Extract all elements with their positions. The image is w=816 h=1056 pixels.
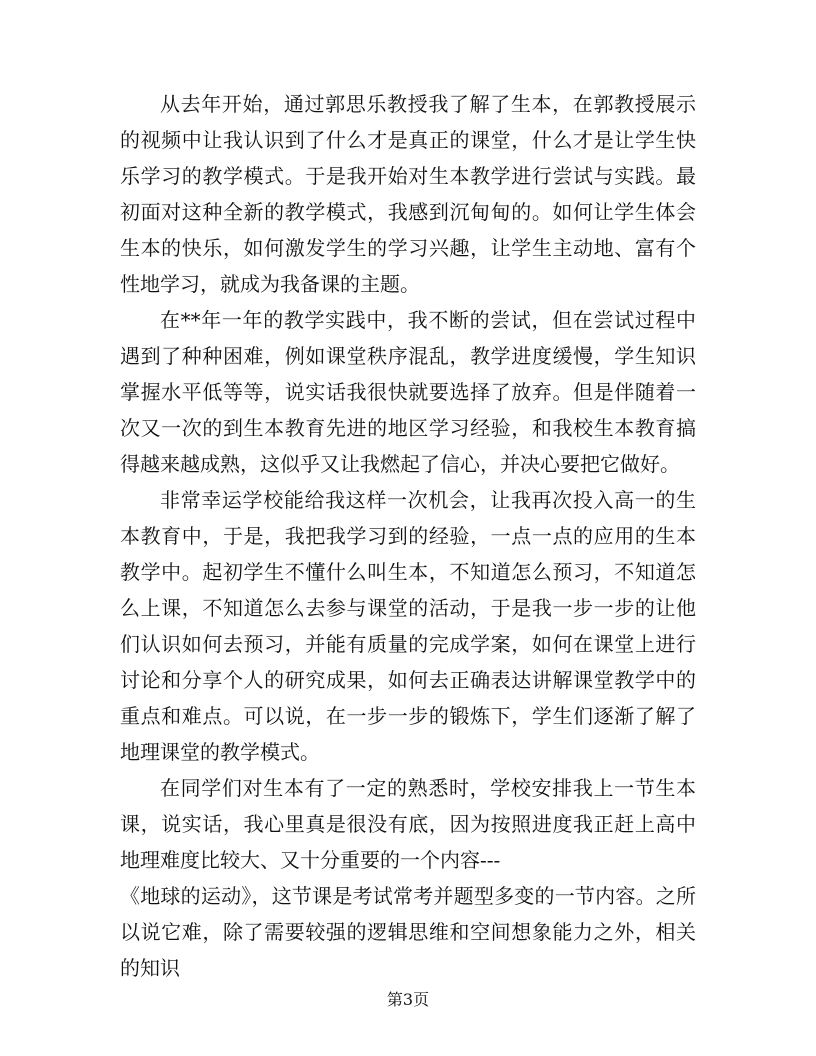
paragraph-2: 在**年一年的教学实践中，我不断的尝试，但在尝试过程中遇到了种种困难，例如课堂秩序混乱，教学进度缓慢，学生知识掌握水平低等等，说实话我很快就要选择了放弃。但是伴随着一次又一次的到生本教育先进的地区学习经验，和我校生本教育搞得越来越成熟，这似乎又让我燃起了信心，并决心要把它做好。 <box>120 308 696 476</box>
page-number: 第3页 <box>386 990 430 1009</box>
paragraph-4: 在同学们对生本有了一定的熟悉时，学校安排我上一节生本课，说实话，我心里真是很没有底，因为按照进度我正赶上高中地理难度比较大、又十分重要的一个内容--- <box>120 776 696 872</box>
paragraph-1: 从去年开始，通过郭思乐教授我了解了生本，在郭教授展示的视频中让我认识到了什么才是真正的课堂，什么才是让学生快乐学习的教学模式。于是我开始对生本教学进行尝试与实践。最初面对这种全新的教学模式，我感到沉甸甸的。如何让学生体会生本的快乐，如何激发学生的学习兴趣，让学生主动地、富有个性地学习，就成为我备课的主题。 <box>120 92 696 296</box>
paragraph-5: 《地球的运动》，这节课是考试常考并题型多变的一节内容。之所以说它难，除了需要较强的逻辑思维和空间想象能力之外，相关的知识 <box>120 884 696 980</box>
paragraph-3: 非常幸运学校能给我这样一次机会，让我再次投入高一的生本教育中，于是，我把我学习到的经验，一点一点的应用的生本教学中。起初学生不懂什么叫生本，不知道怎么预习，不知道怎么上课，不知道怎么去参与课堂的活动，于是我一步一步的让他们认识如何去预习，并能有质量的完成学案，如何在课堂上进行讨论和分享个人的研究成果，如何去正确表达讲解课堂教学中的重点和难点。可以说，在一步一步的锻炼下，学生们逐渐了解了地理课堂的教学模式。 <box>120 488 696 764</box>
body-text <box>120 86 696 986</box>
